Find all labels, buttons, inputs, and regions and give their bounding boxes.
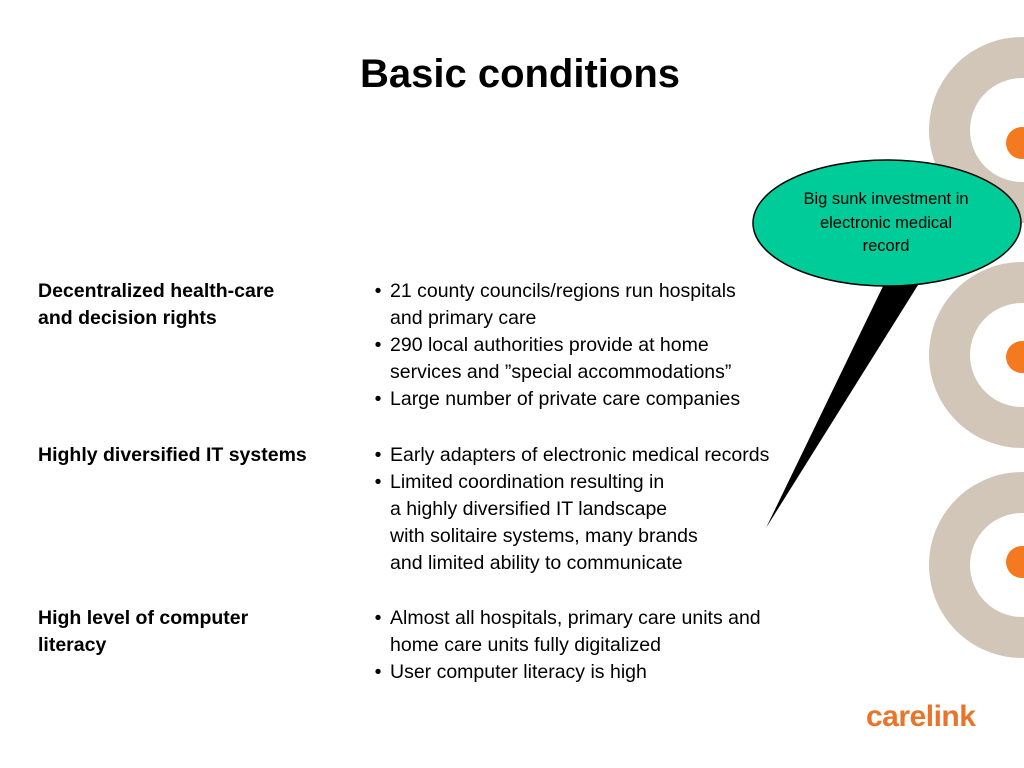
row-label: Highly diversified IT systems <box>38 444 307 466</box>
bullet-marker: • <box>374 444 382 466</box>
list-item <box>366 386 866 413</box>
bullet-marker: • <box>374 661 382 683</box>
bullet-marker: • <box>374 280 382 302</box>
bullet-text: Early adapters of electronic medical records <box>390 444 770 466</box>
list-item <box>366 605 866 659</box>
bullet-marker: • <box>374 471 382 493</box>
list-item <box>366 332 866 386</box>
list-item <box>366 469 866 577</box>
bullet-list <box>366 442 866 577</box>
bullet-text: Almost all hospitals, primary care units and home care units fully digitalized <box>390 607 761 656</box>
ring-middle <box>929 262 1024 448</box>
slide-title: Basic conditions <box>359 52 681 96</box>
carelink-logo: carelink <box>866 700 976 733</box>
bullet-marker: • <box>374 388 382 410</box>
callout-text: Big sunk investment in electronic medical record <box>803 190 969 255</box>
list-item <box>366 278 866 332</box>
bullet-text: Large number of private care companies <box>390 388 741 410</box>
bullet-marker: • <box>374 607 382 629</box>
row-label: High level of computer literacy <box>38 607 249 656</box>
bullet-marker: • <box>374 334 382 356</box>
list-item <box>366 659 866 686</box>
bullet-text: 290 local authorities provide at home services and ”special accommodations” <box>390 334 732 383</box>
bullet-text: User computer literacy is high <box>390 661 647 683</box>
bullet-list <box>366 278 866 413</box>
bullet-text: 21 county councils/regions run hospitals and primary care <box>390 280 736 329</box>
bullet-list <box>366 605 866 686</box>
list-item <box>366 442 866 469</box>
bullet-text: Limited coordination resulting in a highly diversified IT landscape with solitaire systems, many brands and limited ability to communicate <box>390 471 698 574</box>
ring-bottom <box>929 472 1024 658</box>
row-label: Decentralized health-care and decision rights <box>38 280 275 329</box>
